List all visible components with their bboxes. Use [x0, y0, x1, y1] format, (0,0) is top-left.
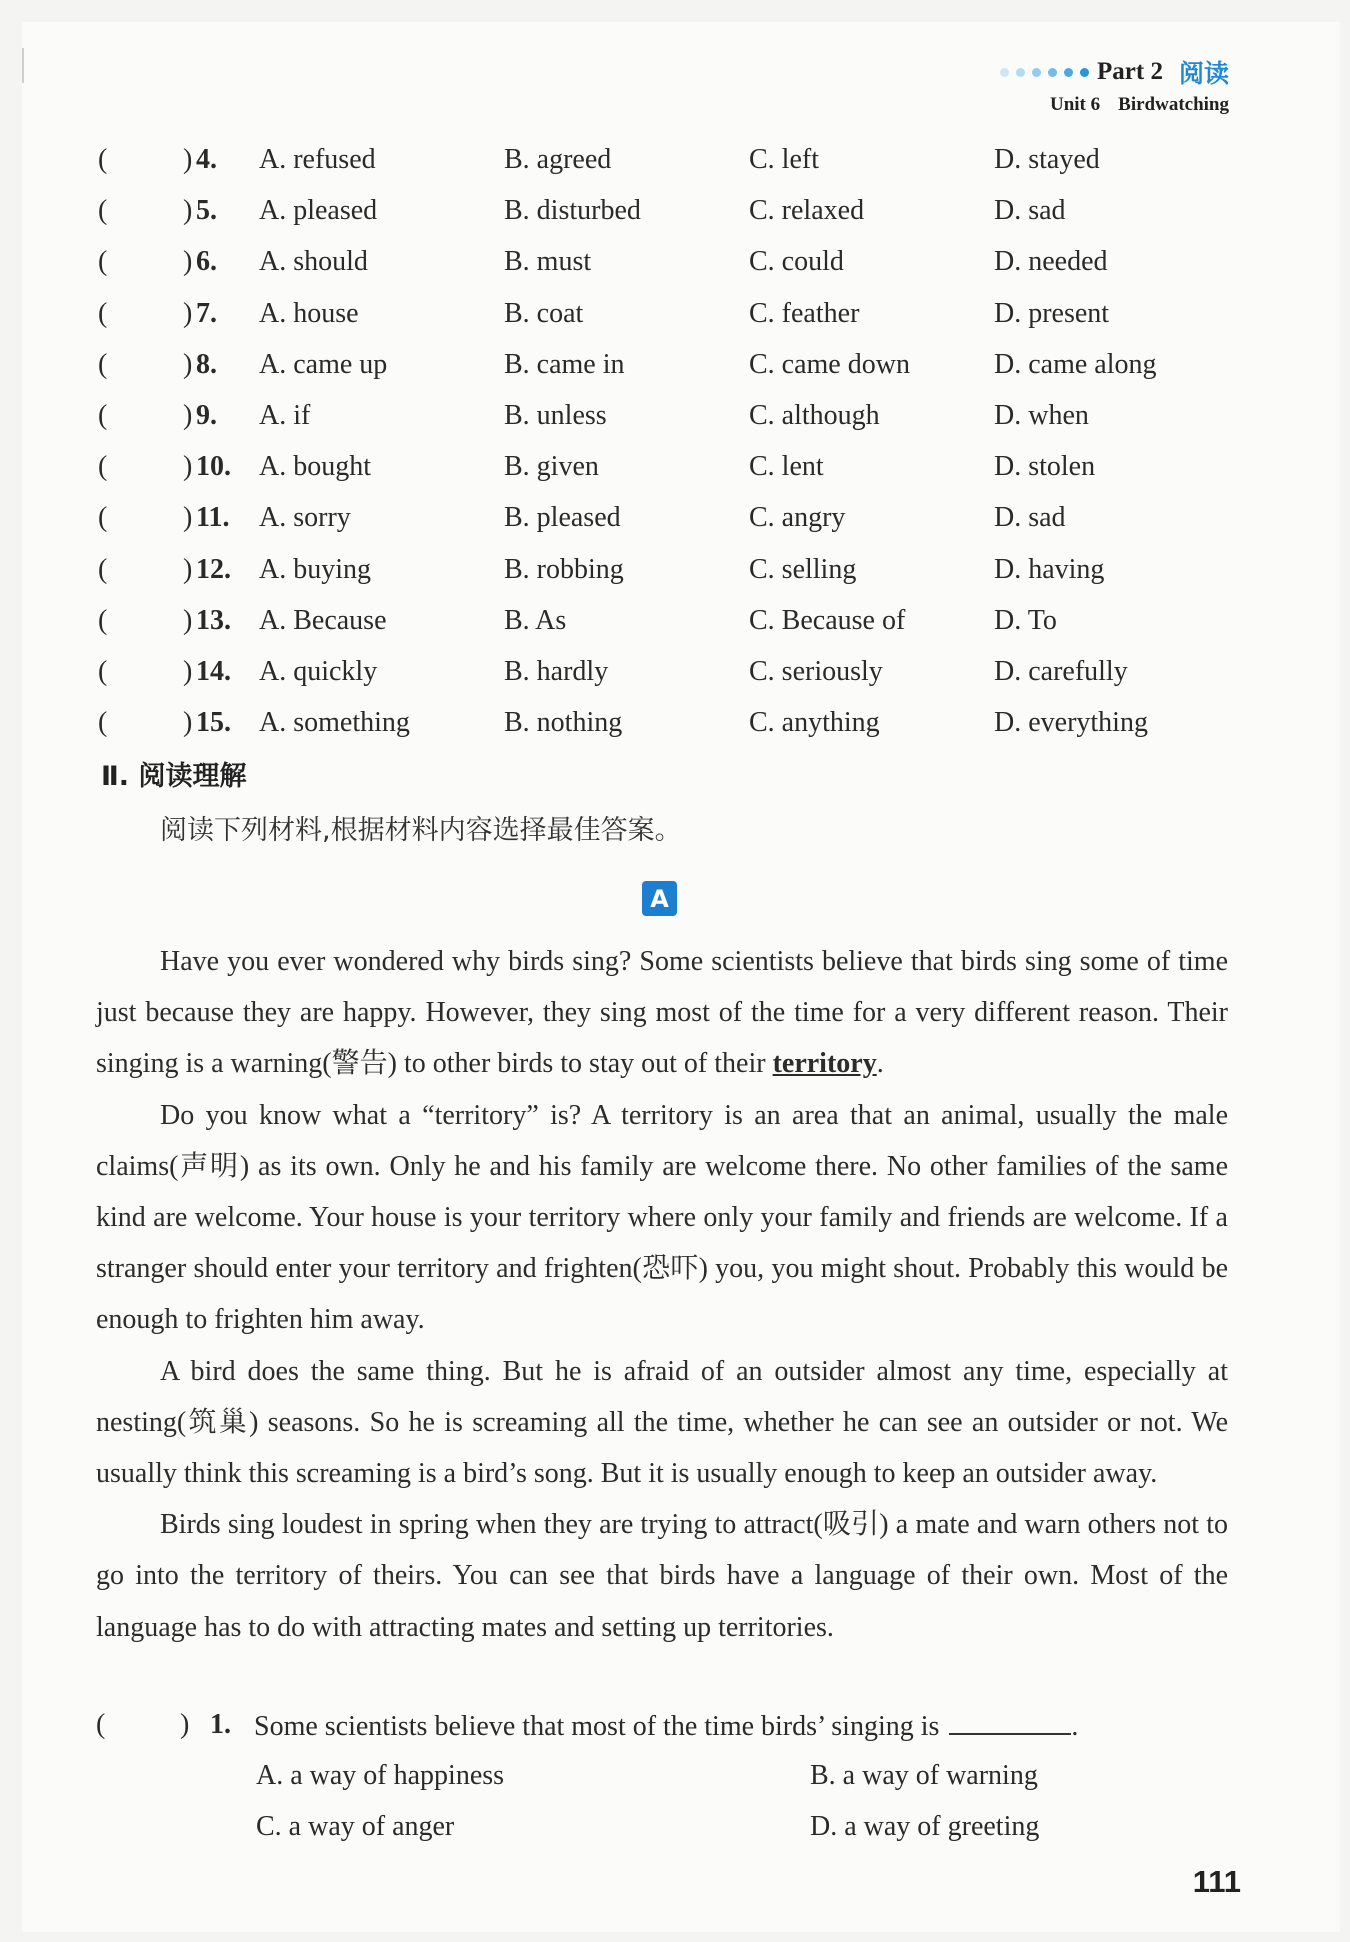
answer-blank[interactable]	[949, 1705, 1071, 1735]
answer-paren-right: )	[183, 707, 193, 739]
answer-paren-right: )	[183, 553, 193, 585]
answer-paren-right: )	[183, 656, 193, 687]
passage-keyword: territory	[772, 1048, 877, 1080]
option-a: A. a way of happiness	[256, 1760, 505, 1791]
option-a: A. Because	[259, 604, 387, 636]
option-a: A. should	[259, 246, 368, 278]
cloze-question-row	[0, 294, 1350, 334]
option-d: D. when	[994, 400, 1089, 431]
option-c: C. anything	[749, 707, 880, 739]
cloze-question-row	[0, 140, 1350, 180]
part-label: Part 2	[1097, 58, 1163, 85]
option-d: D. sad	[994, 195, 1066, 227]
question-number: 7.	[196, 297, 217, 329]
option-c: C. although	[749, 400, 880, 431]
question-number: 4.	[196, 144, 217, 175]
option-d: D. everything	[994, 707, 1148, 739]
option-c: C. feather	[749, 297, 860, 329]
option-c: C. lent	[749, 451, 824, 483]
option-b: B. came in	[504, 348, 625, 380]
question-number: 5.	[196, 195, 217, 227]
answer-paren-left[interactable]: (	[98, 656, 108, 687]
option-b: B. unless	[504, 400, 607, 431]
option-d: D. present	[994, 297, 1110, 329]
page-number: 111	[1192, 1864, 1241, 1899]
option-d: D. stayed	[994, 144, 1100, 175]
question-number: 14.	[196, 656, 231, 687]
unit-label: Unit 6	[1049, 94, 1101, 115]
option-c: C. could	[749, 246, 844, 278]
question-number: 11.	[196, 502, 230, 534]
option-b: B. a way of warning	[810, 1760, 1038, 1791]
passage-paragraph	[96, 936, 1228, 1090]
option-c: C. a way of anger	[256, 1811, 455, 1842]
decorative-dot	[1048, 68, 1057, 77]
passage-text: .	[876, 1048, 884, 1080]
cloze-question-row	[0, 601, 1350, 641]
answer-paren-left[interactable]: (	[98, 297, 108, 329]
option-a: A. buying	[259, 553, 371, 585]
passage-paragraph: Do you know what a “territory” is? A territory is an area that an animal, usually the male claims(声明) as its own. Only he and his family are welcome there. No other families of the same kind are welcome. Your house is your territory where only your family and friends are welcome. If a stranger should enter your territory and frighten(恐吓) you, you might shout. Probably this would be enough to frighten him away.	[96, 1099, 1228, 1336]
option-c: C. angry	[749, 502, 846, 534]
answer-paren-right: )	[183, 400, 193, 431]
option-d: D. sad	[994, 502, 1066, 534]
answer-paren-right: )	[183, 195, 193, 227]
option-a: A. refused	[259, 144, 376, 175]
question-number: 10.	[196, 451, 231, 483]
question-text: Some scientists believe that most of the time birds’ singing is	[254, 1711, 940, 1742]
running-header	[1000, 54, 1229, 116]
answer-paren-left[interactable]: (	[98, 451, 108, 483]
cloze-question-row	[0, 396, 1350, 436]
option-b: B. hardly	[504, 656, 609, 687]
binding-edge	[22, 48, 24, 83]
answer-paren-left[interactable]: (	[98, 502, 108, 534]
option-b: B. agreed	[504, 144, 612, 175]
option-b: B. must	[504, 246, 592, 278]
answer-paren-left[interactable]: (	[98, 400, 108, 431]
answer-paren-left: (	[96, 1709, 106, 1740]
answer-paren-left[interactable]: (	[98, 553, 108, 585]
option-b: B. given	[504, 451, 599, 483]
option-d: D. To	[994, 604, 1057, 636]
question-number: 6.	[196, 246, 217, 278]
option-c: C. relaxed	[749, 195, 865, 227]
question-end: .	[1071, 1711, 1079, 1742]
decorative-dot	[1064, 68, 1073, 77]
section-instruction: 阅读下列材料,根据材料内容选择最佳答案。	[160, 815, 682, 846]
decorative-dot	[1016, 68, 1025, 77]
question-stem	[254, 1705, 1078, 1747]
decorative-dot	[1080, 68, 1089, 77]
question-number: 8.	[196, 348, 217, 380]
option-b: B. disturbed	[504, 195, 641, 227]
option-b: B. As	[504, 604, 567, 636]
answer-paren-right: )	[183, 604, 193, 636]
option-c: C. seriously	[749, 656, 883, 687]
option-a: A. quickly	[259, 656, 378, 687]
cloze-question-row	[0, 191, 1350, 231]
question-number: 1.	[210, 1709, 231, 1740]
question-number: 12.	[196, 553, 231, 585]
passage-paragraph: A bird does the same thing. But he is afraid of an outsider almost any time, especially at nesting(筑巢) seasons. So he is screaming all the time, whether he can see an outsider or not. We usually think this screaming is a bird’s song. But it is usually enough to keep an outsider away.	[96, 1355, 1228, 1490]
option-a: A. if	[259, 400, 311, 431]
answer-paren-left[interactable]: (	[98, 144, 108, 175]
passage-badge: A	[642, 881, 677, 916]
cloze-question-row	[0, 498, 1350, 538]
option-d: D. having	[994, 553, 1105, 585]
option-b: B. robbing	[504, 553, 624, 585]
option-c: C. came down	[749, 348, 910, 380]
question-number: 9.	[196, 400, 217, 431]
option-a: A. bought	[259, 451, 371, 483]
cloze-question-row	[0, 652, 1350, 692]
answer-paren-left[interactable]: (	[98, 246, 108, 278]
question-number: 15.	[196, 707, 231, 739]
decorative-dot	[1032, 68, 1041, 77]
question-number: 13.	[196, 604, 231, 636]
answer-paren-right: )	[183, 451, 193, 483]
option-d: D. came along	[994, 348, 1157, 380]
answer-paren-left[interactable]: (	[98, 348, 108, 380]
option-a: A. house	[259, 297, 359, 329]
answer-paren-right: )	[180, 1709, 190, 1740]
option-a: A. pleased	[259, 195, 378, 227]
cloze-question-row	[0, 242, 1350, 282]
option-c: C. selling	[749, 553, 857, 585]
cloze-question-row	[0, 447, 1350, 487]
option-d: D. needed	[994, 246, 1108, 278]
answer-paren-right: )	[183, 502, 193, 534]
answer-paren-left[interactable]: (	[98, 195, 108, 227]
option-a: A. something	[259, 707, 410, 739]
answer-paren-left[interactable]: (	[98, 707, 108, 739]
cloze-question-row	[0, 703, 1350, 743]
option-a: A. came up	[259, 348, 388, 380]
answer-paren-right: )	[183, 348, 193, 380]
unit-title: Birdwatching	[1118, 94, 1229, 115]
option-d: D. a way of greeting	[810, 1811, 1040, 1842]
answer-paren-right: )	[183, 144, 193, 175]
option-b: B. coat	[504, 297, 584, 329]
section-title: Ⅱ. 阅读理解	[101, 761, 247, 792]
option-c: C. Because of	[749, 604, 906, 636]
option-d: D. stolen	[994, 451, 1096, 483]
reading-passage	[96, 936, 1228, 1653]
answer-paren-left[interactable]: (	[98, 604, 108, 636]
option-c: C. left	[749, 144, 819, 175]
cloze-question-row	[0, 345, 1350, 385]
option-d: D. carefully	[994, 656, 1128, 687]
decorative-dot	[1000, 68, 1009, 77]
part-chinese-label: 阅读	[1178, 59, 1229, 88]
passage-text: Have you ever wondered why birds sing? Some scientists believe that birds sing some of time just because they are happy. However, they sing most of the time for a very different reason. Their singing is a warning(警告) to other birds to stay out of their	[96, 946, 1228, 1080]
passage-paragraph: Birds sing loudest in spring when they are trying to attract(吸引) a mate and warn others not to go into the territory of theirs. You can see that birds have a language of their own. Most of the language has to do with attracting mates and setting up territories.	[96, 1509, 1228, 1643]
cloze-question-row	[0, 550, 1350, 590]
option-b: B. pleased	[504, 502, 621, 534]
answer-paren-right: )	[183, 246, 193, 278]
option-a: A. sorry	[259, 502, 351, 534]
decorative-dots	[1000, 68, 1089, 77]
answer-paren-right: )	[183, 297, 193, 329]
option-b: B. nothing	[504, 707, 623, 739]
